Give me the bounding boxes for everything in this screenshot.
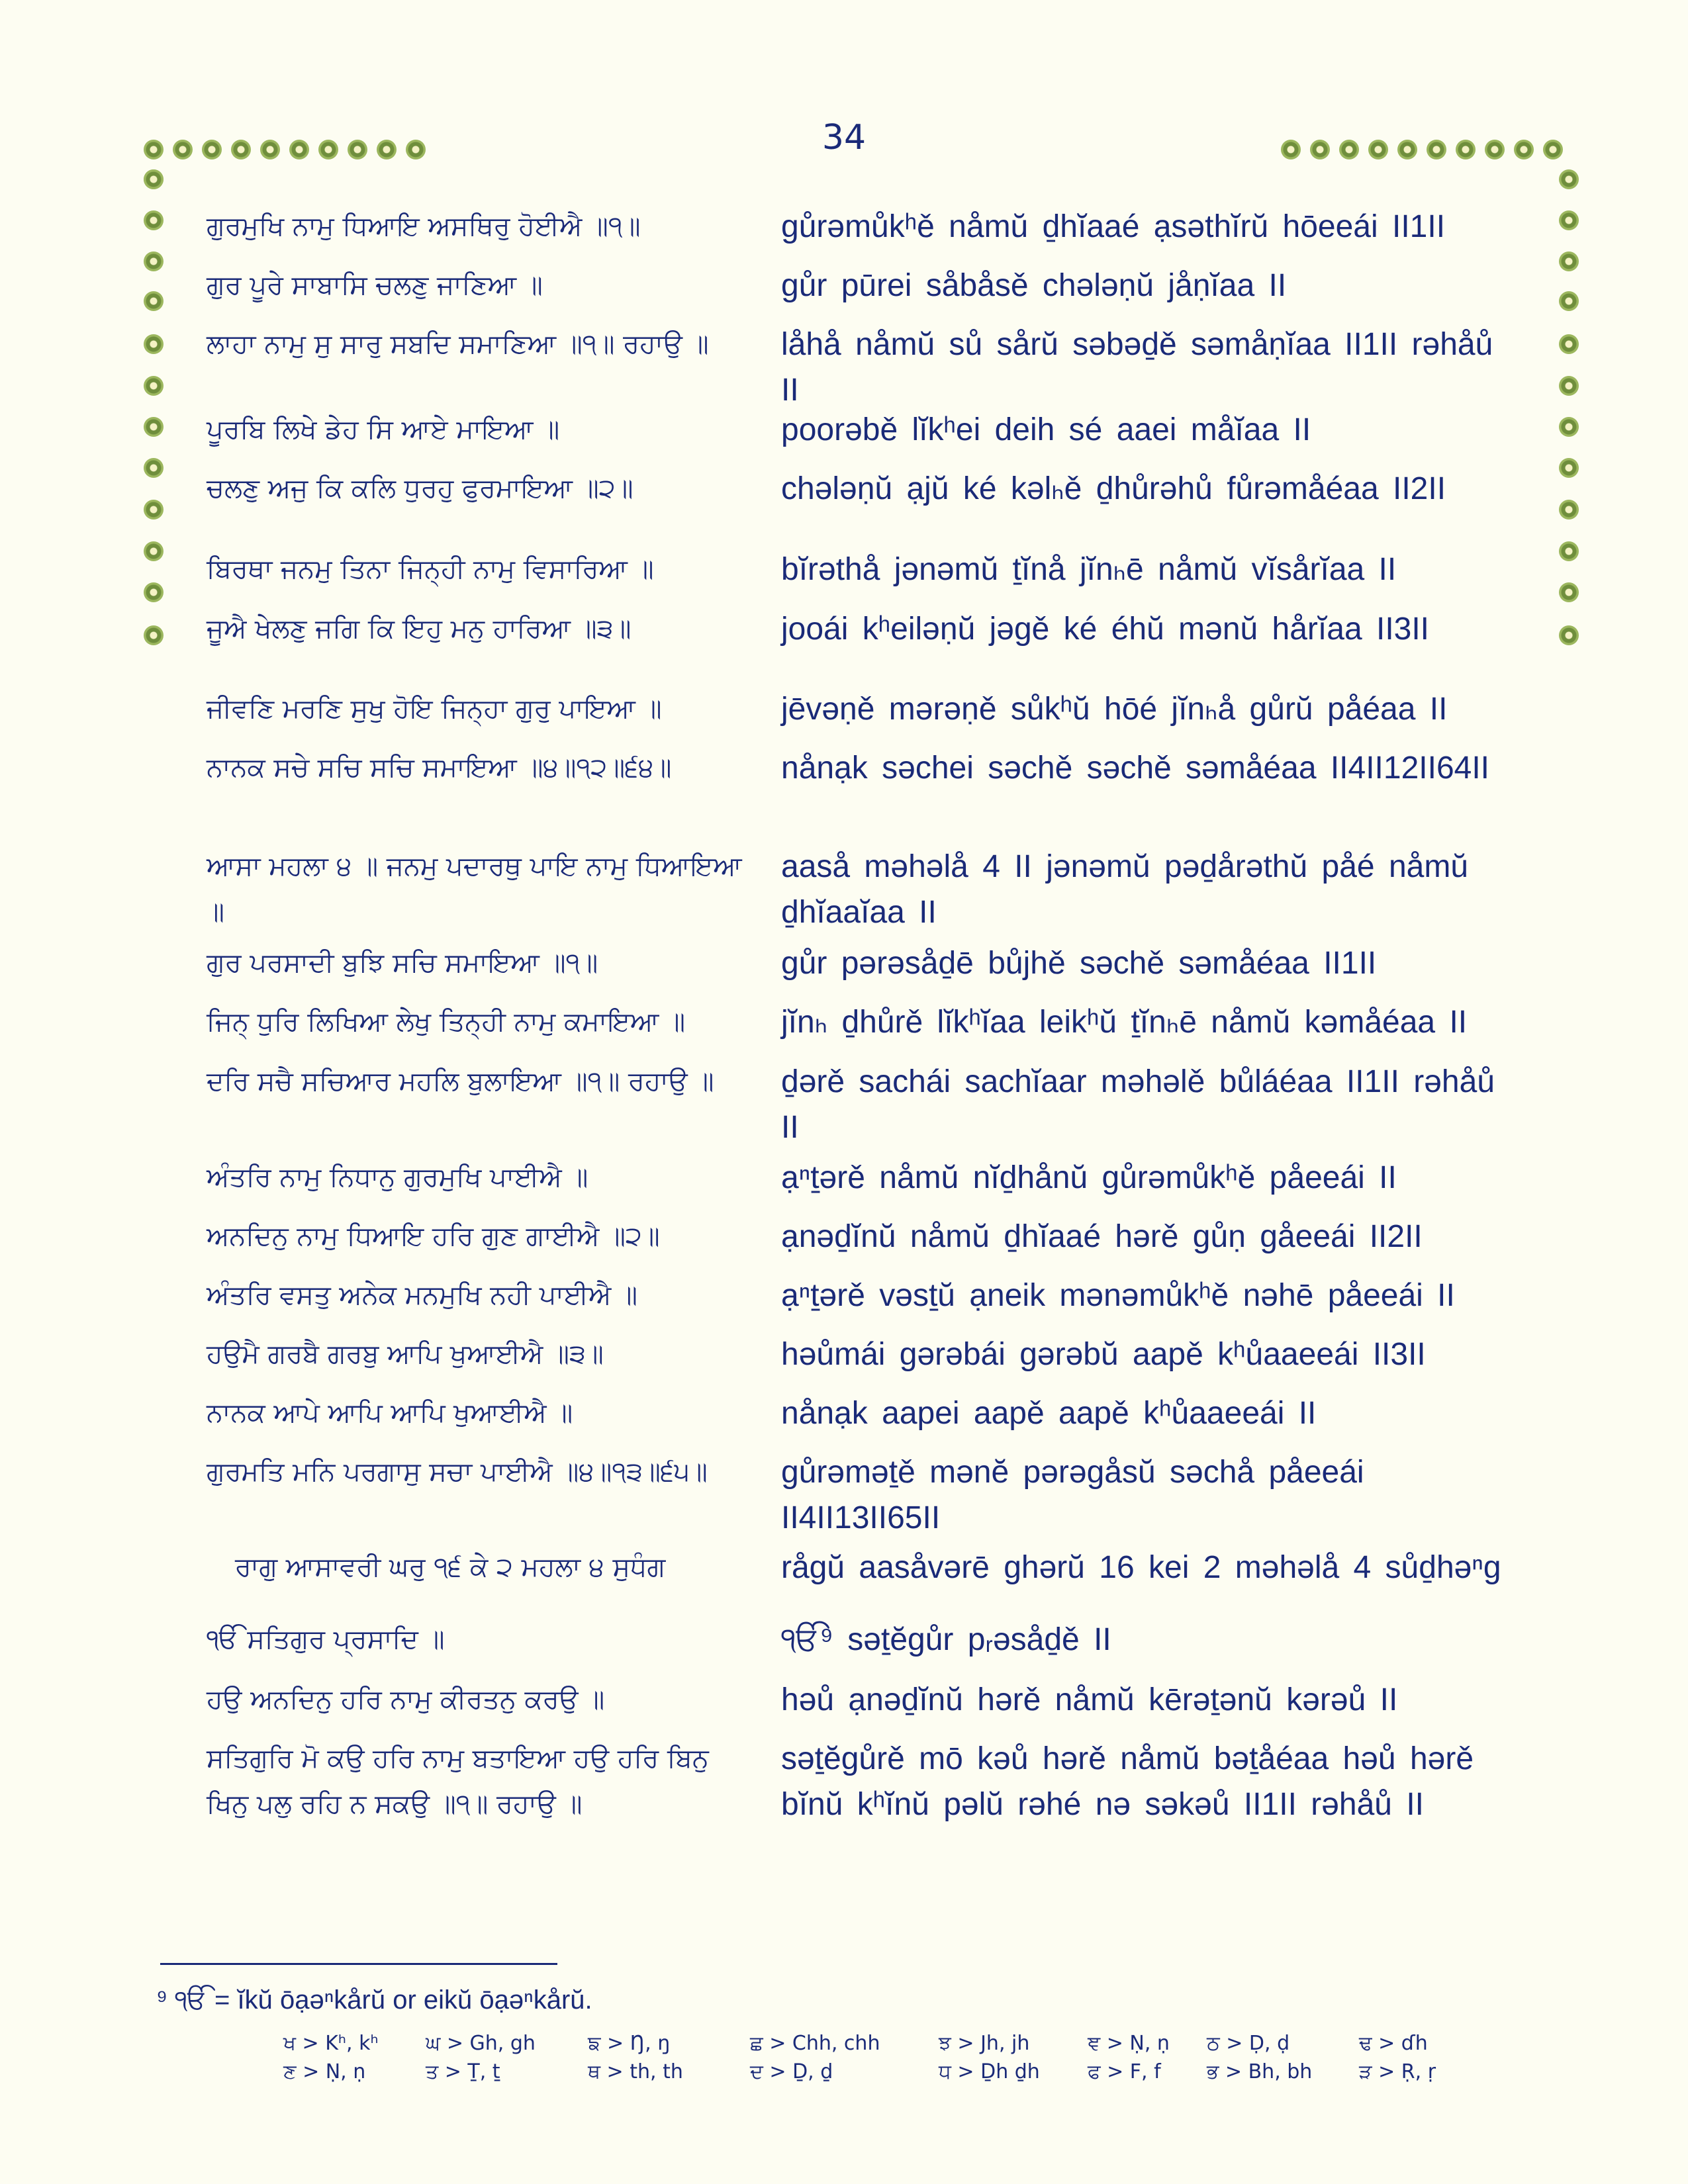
transliteration-text: ạⁿṯərě vəsṯŭ ạneik mənəmůkʰě nəhē påeeái II xyxy=(781,1278,1455,1313)
gurmukhi-text: ਨਾਨਕ ਆਪੇ ਆਪਿ ਆਪਿ ਖੁਆਈਐ ॥ xyxy=(207,1398,573,1428)
gurmukhi-text: ਗੁਰਮਤਿ ਮਨਿ ਪਰਗਾਸੁ ਸਚਾ ਪਾਈਐ ॥੪॥੧੩॥੬੫॥ xyxy=(207,1457,708,1487)
gurmukhi-text: ਰਾਗੁ ਆਸਾਵਰੀ ਘਰੁ ੧੬ ਕੇ ੨ ਮਹਲਾ ੪ ਸੁਧੰਗ xyxy=(235,1552,666,1582)
legend-item: ਣ > Ṇ, ṇ xyxy=(283,2060,366,2083)
transliteration-text: nånạk səchei səchě səchě səmåéaa II4II12II64II xyxy=(781,751,1490,786)
transliteration-text: ạⁿṯərě nåmŭ nĭḏhånŭ gůrəmůkʰě påeeái II xyxy=(781,1160,1397,1195)
legend-item: ਧ > Ḏh ḏh xyxy=(939,2060,1040,2083)
gurmukhi-text: ੴ ਸਤਿਗੁਰ ਪ੍ਰਸਾਦਿ ॥ xyxy=(207,1624,445,1655)
gurmukhi-text: ਹਉਮੈ ਗਰਬੈ ਗਰਬੁ ਆਪਿ ਖੁਆਈਐ ॥੩॥ xyxy=(207,1339,604,1369)
gurmukhi-text: ਦਰਿ ਸਚੈ ਸਚਿਆਰ ਮਹਲਿ ਬੁਲਾਇਆ ॥੧॥ ਰਹਾਉ ॥ xyxy=(207,1066,714,1097)
gurmukhi-text: ਸਤਿਗੁਰਿ ਮੋ ਕਉ ਹਰਿ ਨਾਮੁ ਬਤਾਇਆ ਹਉ ਹਰਿ ਬਿਨੁ ਖਿਨੁ ਪਲੁ ਰਹਿ ਨ ਸਕਉ ॥੧॥ ਰਹਾਉ ॥ xyxy=(207,1743,709,1819)
gurmukhi-text: ਪੂਰਬਿ ਲਿਖੇ ਡੇਹ ਸਿ ਆਏ ਮਾਇਆ ॥ xyxy=(207,414,560,445)
transliteration-text: poorəbě lĭkʰei deih sé aaei måĭaa II xyxy=(781,412,1311,447)
transliteration-text: bĭrəthå jənəmŭ ṯĭnå jĭnₕē nåmŭ vĭsårĭaa II xyxy=(781,552,1397,587)
transliteration-text: gůrəmůkʰě nåmŭ ḏhĭaaé ạsəthĭrŭ hōeeái II1II xyxy=(781,209,1446,244)
transliteration-text: rågŭ aasåvərē ghərŭ 16 kei 2 məhəlå 4 sůḏhəⁿg xyxy=(781,1550,1501,1585)
gurmukhi-text: ਬਿਰਥਾ ਜਨਮੁ ਤਿਨਾ ਜਿਨ੍ਹੀ ਨਾਮੁ ਵਿਸਾਰਿਆ ॥ xyxy=(207,554,654,584)
gurmukhi-text: ਨਾਨਕ ਸਚੇ ਸਚਿ ਸਚਿ ਸਮਾਇਆ ॥੪॥੧੨॥੬੪॥ xyxy=(207,752,672,783)
legend-item: ਭ > Bh, bh xyxy=(1207,2060,1313,2083)
transliteration-legend xyxy=(283,2032,1436,2083)
legend-item: ਠ > Ḍ, ḍ xyxy=(1207,2032,1290,2055)
legend-item: ਤ > Ṯ, ṯ xyxy=(426,2060,500,2083)
transliteration-text: həů ạnəḏĭnŭ hərě nåmŭ kērəṯənŭ kərəů II xyxy=(781,1682,1398,1717)
legend-item: ਢ > ɗh xyxy=(1359,2032,1428,2055)
transliteration-text: jēvəṇě mərəṇě sůkʰŭ hōé jĭnₕå gůrŭ påéaa II xyxy=(781,692,1448,727)
transliteration-text: låhå nåmŭ sů sårŭ səbəḏě səmåṇĭaa II1II rəhåů II xyxy=(781,327,1493,408)
transliteration-text: ੴ⁹ səṯĕgůr pᵣəsåḏě II xyxy=(781,1622,1111,1657)
legend-item: ਦ > Ḏ, ḏ xyxy=(750,2060,833,2083)
legend-item: ਞ > Ṇ, ṇ xyxy=(1088,2032,1170,2055)
gurmukhi-text: ਅੰਤਰਿ ਵਸਤੁ ਅਨੇਕ ਮਨਮੁਖਿ ਨਹੀ ਪਾਈਐ ॥ xyxy=(207,1280,638,1310)
gurmukhi-text: ਗੁਰਮੁਖਿ ਨਾਮੁ ਧਿਆਇ ਅਸਥਿਰੁ ਹੋਈਐ ॥੧॥ xyxy=(207,211,641,242)
transliteration-text: ḏərě sachái sachĭaar məhəlě bůláéaa II1II rəhåů II xyxy=(781,1064,1495,1145)
legend-item: ਖ > Kʰ, kʰ xyxy=(283,2032,379,2055)
legend-item: ਙ > Ŋ, ŋ xyxy=(588,2032,671,2055)
gurmukhi-text: ਲਾਹਾ ਨਾਮੁ ਸੁ ਸਾਰੁ ਸਬਦਿ ਸਮਾਣਿਆ ॥੧॥ ਰਹਾਉ ॥ xyxy=(207,329,709,359)
legend-item: ਘ > Gh, gh xyxy=(426,2032,536,2055)
gurmukhi-text: ਅੰਤਰਿ ਨਾਮੁ ਨਿਧਾਨੁ ਗੁਰਮੁਖਿ ਪਾਈਐ ॥ xyxy=(207,1162,588,1193)
footnote: ⁹ ੴ = ĭkŭ ōạəⁿkårŭ or eikŭ ōạəⁿkårŭ. xyxy=(156,1985,592,2015)
transliteration-text: həůmái gərəbái gərəbŭ aapě kʰůaaeeái II3II xyxy=(781,1337,1426,1372)
gurmukhi-text: ਜੀਵਣਿ ਮਰਣਿ ਸੁਖੁ ਹੋਇ ਜਿਨ੍ਹਾ ਗੁਰੁ ਪਾਇਆ ॥ xyxy=(207,694,662,724)
legend-item: ਫ > F, f xyxy=(1088,2060,1161,2083)
gurmukhi-text: ਚਲਣੁ ਅਜੁ ਕਿ ਕਲਿ ਧੁਰਹੁ ਫੁਰਮਾਇਆ ॥੨॥ xyxy=(207,473,633,504)
transliteration-text: jĭnₕ ḏhůrě lĭkʰĭaa leikʰŭ ṯĭnₕē nåmŭ kəmåéaa II xyxy=(781,1005,1468,1040)
transliteration-text: səṯĕgůrě mō kəů hərě nåmŭ bəṯåéaa həů hərě bĭnŭ kʰĭnŭ pəlŭ rəhé nə səkəů II1II rəhåů II xyxy=(781,1741,1474,1822)
legend-item: ਥ > th, th xyxy=(588,2060,683,2083)
gurmukhi-text: ਗੁਰ ਪਰਸਾਦੀ ਬੁਝਿ ਸਚਿ ਸਮਾਇਆ ॥੧॥ xyxy=(207,948,598,978)
transliteration-text: nånạk aapei aapě aapě kʰůaaeeái II xyxy=(781,1396,1317,1431)
transliteration-text: chələṇŭ ạjŭ ké kəlₕě ḏhůrəhů fůrəmåéaa II2II xyxy=(781,471,1446,506)
legend-item: ਝ > Jh, jh xyxy=(939,2032,1030,2055)
gurmukhi-text: ਅਨਦਿਨੁ ਨਾਮੁ ਧਿਆਇ ਹਰਿ ਗੁਣ ਗਾਈਐ ॥੨॥ xyxy=(207,1221,660,1251)
transliteration-text: gůrəməṯě mənĕ pərəgåsŭ səchå påeeái II4II13II65II xyxy=(781,1455,1364,1535)
gurmukhi-text: ਹਉ ਅਨਦਿਨੁ ਹਰਿ ਨਾਮੁ ਕੀਰਤਨੁ ਕਰਉ ॥ xyxy=(207,1684,605,1715)
transliteration-text: gůr pūrei såbåsě chələṇŭ jåṇĭaa II xyxy=(781,268,1287,303)
gurmukhi-text: ਗੁਰ ਪੂਰੇ ਸਾਬਾਸਿ ਚਲਣੁ ਜਾਣਿਆ ॥ xyxy=(207,270,543,300)
transliteration-text: aaså məhəlå 4 II jənəmŭ pəḏårəthŭ påé nåmŭ ḏhĭaaĭaa II xyxy=(781,849,1469,930)
gurmukhi-text: ਆਸਾ ਮਹਲਾ ੪ ॥ ਜਨਮੁ ਪਦਾਰਥੁ ਪਾਇ ਨਾਮੁ ਧਿਆਇਆ ॥ xyxy=(207,851,742,927)
legend-item: ਛ > Chh, chh xyxy=(750,2032,880,2055)
legend-item: ੜ > Ṛ, ṛ xyxy=(1359,2060,1436,2083)
transliteration-text: ạnəḏĭnŭ nåmŭ ḏhĭaaé hərě gůṇ gåeeái II2II xyxy=(781,1219,1423,1254)
footnote-divider xyxy=(160,1963,557,1965)
transliteration-text: gůr pərəsåḏē bůjhě səchě səmåéaa II1II xyxy=(781,946,1377,981)
transliteration-text: jooái kʰeiləṇŭ jəgě ké éhŭ mənŭ hårĭaa II3II xyxy=(781,612,1430,647)
gurmukhi-text: ਜੂਐ ਖੇਲਣੁ ਜਗਿ ਕਿ ਇਹੁ ਮਨੁ ਹਾਰਿਆ ॥੩॥ xyxy=(207,614,632,644)
page-number: 34 xyxy=(821,118,867,158)
gurmukhi-text: ਜਿਨ੍ ਧੁਰਿ ਲਿਖਿਆ ਲੇਖੁ ਤਿਨ੍ਹੀ ਨਾਮੁ ਕਮਾਇਆ ॥ xyxy=(207,1007,686,1037)
